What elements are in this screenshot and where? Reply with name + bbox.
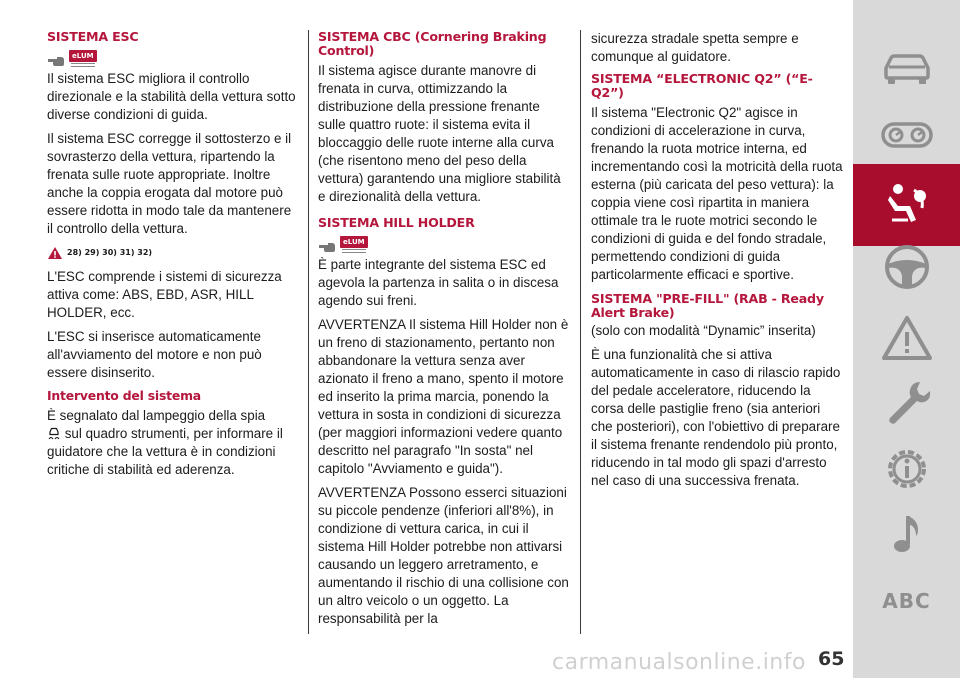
gear-info-icon	[878, 440, 936, 498]
pointing-hand-icon	[318, 239, 338, 253]
car-icon	[878, 40, 936, 98]
page-number: 65	[818, 648, 845, 670]
heading-sistema-esc: SISTEMA ESC	[47, 29, 139, 44]
music-note-icon	[878, 506, 936, 564]
paragraph: Il sistema "Electronic Q2" agisce in condizioni di accelerazione in curva, frenando la ruota motrice interna, ed incrementando così la motricità della ruota esterna (più caricata del peso vettura): la coppia viene così ripartita in maniera ottimale tra le ruote motrici secondo le condizioni di guida e del fondo stradale, permettendo condizioni di guida particolarmente efficaci e sportive.	[591, 105, 843, 282]
warning-references	[47, 244, 299, 262]
heading-sistema-cbc: SISTEMA CBC (Cornering Braking Control)	[318, 29, 547, 58]
heading-electronic-q2: SISTEMA “ELECTRONIC Q2” (“E-Q2”)	[591, 71, 813, 100]
paragraph: AVVERTENZA Possono esserci situazioni su piccole pendenze (inferiori all'8%), in condizione di vettura carica, in cui il sistema Hill Holder potrebbe non attivarsi causando un leggero arretramento, e aumentando il rischio di una collisione con un altro veicolo o un oggetto. La responsabilità per la	[318, 485, 569, 626]
pointing-hand-icon	[47, 53, 67, 67]
wrench-icon	[878, 374, 936, 432]
dashboard-gauges-icon	[878, 107, 936, 165]
paragraph: L'ESC si inserisce automaticamente all'avviamento del motore e non può essere disinserito.	[47, 329, 262, 380]
paragraph: (solo con modalità “Dynamic” inserita)	[591, 323, 816, 338]
sidebar-item-driving[interactable]	[853, 226, 960, 308]
column-3	[591, 30, 843, 496]
paragraph: È parte integrante del sistema ESC ed agevola la partenza in salita o in discesa agendo sui freni.	[318, 257, 559, 308]
heading-hill-holder: SISTEMA HILL HOLDER	[318, 215, 475, 230]
heading-pre-fill: SISTEMA "PRE-FILL" (RAB - Ready Alert Brake)	[591, 291, 824, 320]
elum-reference	[47, 47, 299, 67]
column-1	[47, 30, 299, 485]
warning-triangle-icon	[878, 310, 936, 368]
column-divider	[580, 30, 581, 634]
paragraph: È segnalato dal lampeggio della spia sul quadro strumenti, per informare il guidatore che la vettura è in condizioni critiche di stabilità ed aderenza.	[47, 408, 283, 477]
elum-reference	[318, 233, 570, 253]
paragraph: Il sistema agisce durante manovre di frenata in curva, ottimizzando la distribuzione della pressione frenante sulle quattro ruote: il sistema evita il bloccaggio delle ruote interne alla curva (che risentono meno del peso della vettura) garantendo una migliore stabilità e direzionalità della vettura.	[318, 63, 561, 204]
elum-badge: eLUM	[69, 50, 97, 62]
column-divider	[308, 30, 309, 634]
steering-wheel-icon	[878, 238, 936, 296]
paragraph: L'ESC comprende i sistemi di sicurezza attiva come: ABS, EBD, ASR, HILL HOLDER, ecc.	[47, 269, 282, 320]
watermark: carmanualsonline.info	[552, 650, 806, 675]
paragraph: Il sistema ESC migliora il controllo direzionale e la stabilità della vettura sotto diverse condizioni di guida.	[47, 71, 296, 122]
esc-warning-light-icon	[47, 426, 61, 440]
heading-intervento: Intervento del sistema	[47, 388, 201, 403]
paragraph: È una funzionalità che si attiva automaticamente in caso di rilascio rapido del pedale acceleratore, riducendo la corsa delle pastiglie freno (sia anteriori che posteriori), con l'obiettivo di preparare il sistema frenante rendendolo più pronto, riducendo in tal modo gli spazi d'arresto nel caso di una successiva frenata.	[591, 347, 841, 488]
paragraph: AVVERTENZA Il sistema Hill Holder non è un freno di stazionamento, pertanto non abbandonare la vettura senza aver azionato il freno a mano, spento il motore ed inserito la prima marcia, ponendo la vettura in sosta in condizioni di sicurezza (per maggiori informazioni vedere quanto descritto nel paragrafo "In sosta" nel capitolo "Avviamento e guida").	[318, 317, 569, 476]
chapter-sidebar	[853, 0, 960, 678]
abc-label: ABC	[882, 589, 931, 613]
warning-refs-text: 28) 29) 30) 31) 32)	[67, 248, 153, 257]
warning-triangle-icon	[47, 246, 63, 260]
column-2	[318, 30, 570, 634]
elum-badge: eLUM	[340, 236, 368, 248]
paragraph: sicurezza stradale spetta sempre e comunque al guidatore.	[591, 31, 799, 64]
sidebar-item-index[interactable]	[853, 560, 960, 642]
paragraph: Il sistema ESC corregge il sottosterzo e il sovrasterzo della vettura, ripartendo la frenata sulle ruote appropriate. Inoltre anche la coppia erogata dal motore può essere ridotta in modo tale da mantenere il controllo della vettura.	[47, 131, 292, 236]
